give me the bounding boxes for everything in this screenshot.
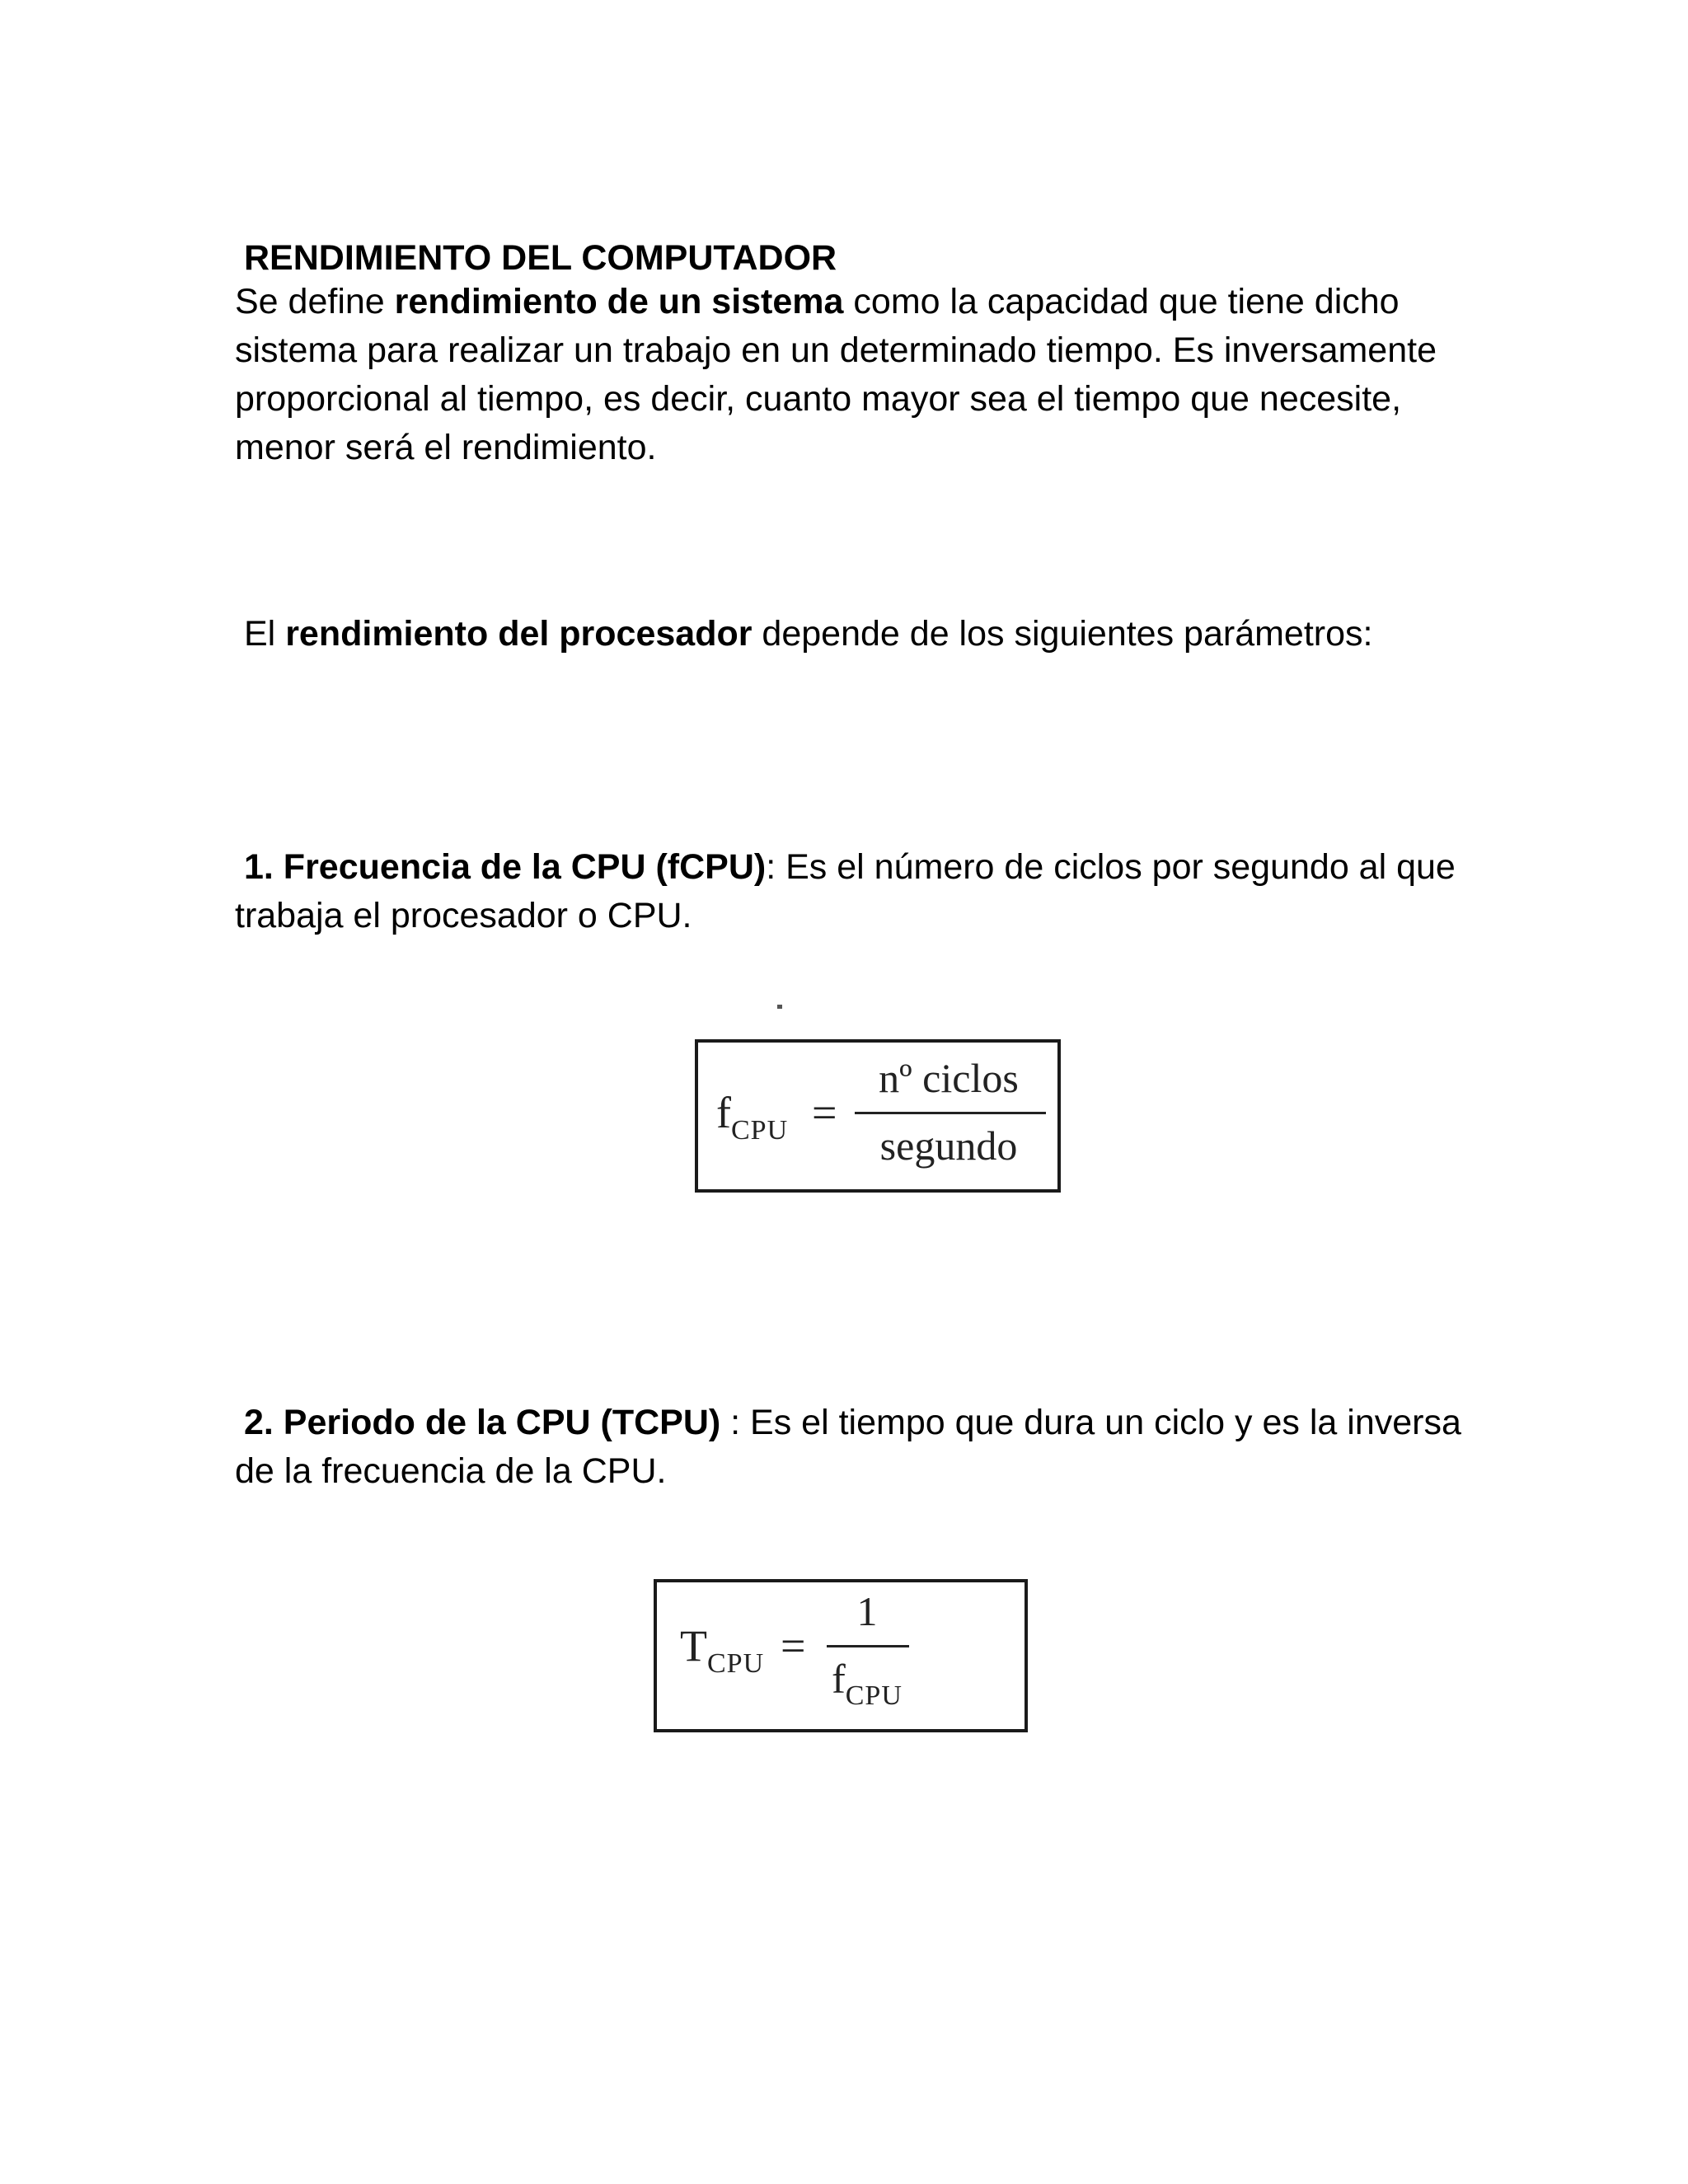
formula1-numerator: nº ciclos [879, 1055, 1019, 1101]
intro-bold-term: rendimiento de un sistema [394, 282, 844, 321]
formula2-subscript: CPU [707, 1648, 765, 1679]
formula2-denominator [822, 1658, 912, 1717]
period-heading: 2. Periodo de la CPU (TCPU) [244, 1403, 721, 1442]
formula2-denominator-symbol: f [832, 1656, 846, 1702]
period-description: : Es el tiempo que dura un ciclo y es la inversa de la frecuencia de la CPU. [235, 1403, 1461, 1491]
frequency-formula [695, 1039, 1061, 1193]
formula2-equals: = [781, 1621, 806, 1671]
parameter-item-frequency [235, 843, 1488, 940]
formula2-numerator: 1 [856, 1588, 878, 1634]
processor-paragraph [235, 610, 1488, 658]
processor-text-start: El [244, 614, 286, 654]
parameter-item-period [235, 1399, 1488, 1496]
processor-text-end: depende de los siguientes parámetros: [752, 614, 1373, 654]
intro-text-start: Se define [235, 282, 395, 321]
formula2-denominator-subscript: CPU [845, 1680, 903, 1711]
intro-paragraph [235, 278, 1488, 472]
formula2-lhs [680, 1621, 765, 1686]
document-title: RENDIMIENTO DEL COMPUTADOR [244, 238, 837, 278]
intro-text-end: como la capacidad que tiene dicho sistema para realizar un trabajo en un determinado tiempo. Es inversamente proporcional al tiempo, es decir, cuanto mayor sea el tiempo que necesite, menor será el rendimiento. [235, 282, 1437, 467]
formula2-fraction-bar [827, 1645, 909, 1647]
period-formula [654, 1579, 1028, 1732]
frequency-heading: 1. Frecuencia de la CPU (fCPU) [244, 847, 767, 887]
formula1-fraction-bar [855, 1112, 1046, 1114]
formula2-symbol: T [680, 1621, 707, 1671]
frequency-description: : Es el número de ciclos por segundo al que trabaja el procesador o CPU. [235, 847, 1456, 935]
formula1-subscript: CPU [730, 1115, 789, 1146]
formula1-lhs [716, 1090, 788, 1153]
formula1-symbol: f [716, 1088, 731, 1137]
processor-bold-term: rendimiento del procesador [285, 614, 753, 654]
formula1-denominator: segundo [879, 1122, 1018, 1169]
formula1-equals: = [812, 1088, 837, 1137]
scan-speck [777, 1005, 782, 1009]
